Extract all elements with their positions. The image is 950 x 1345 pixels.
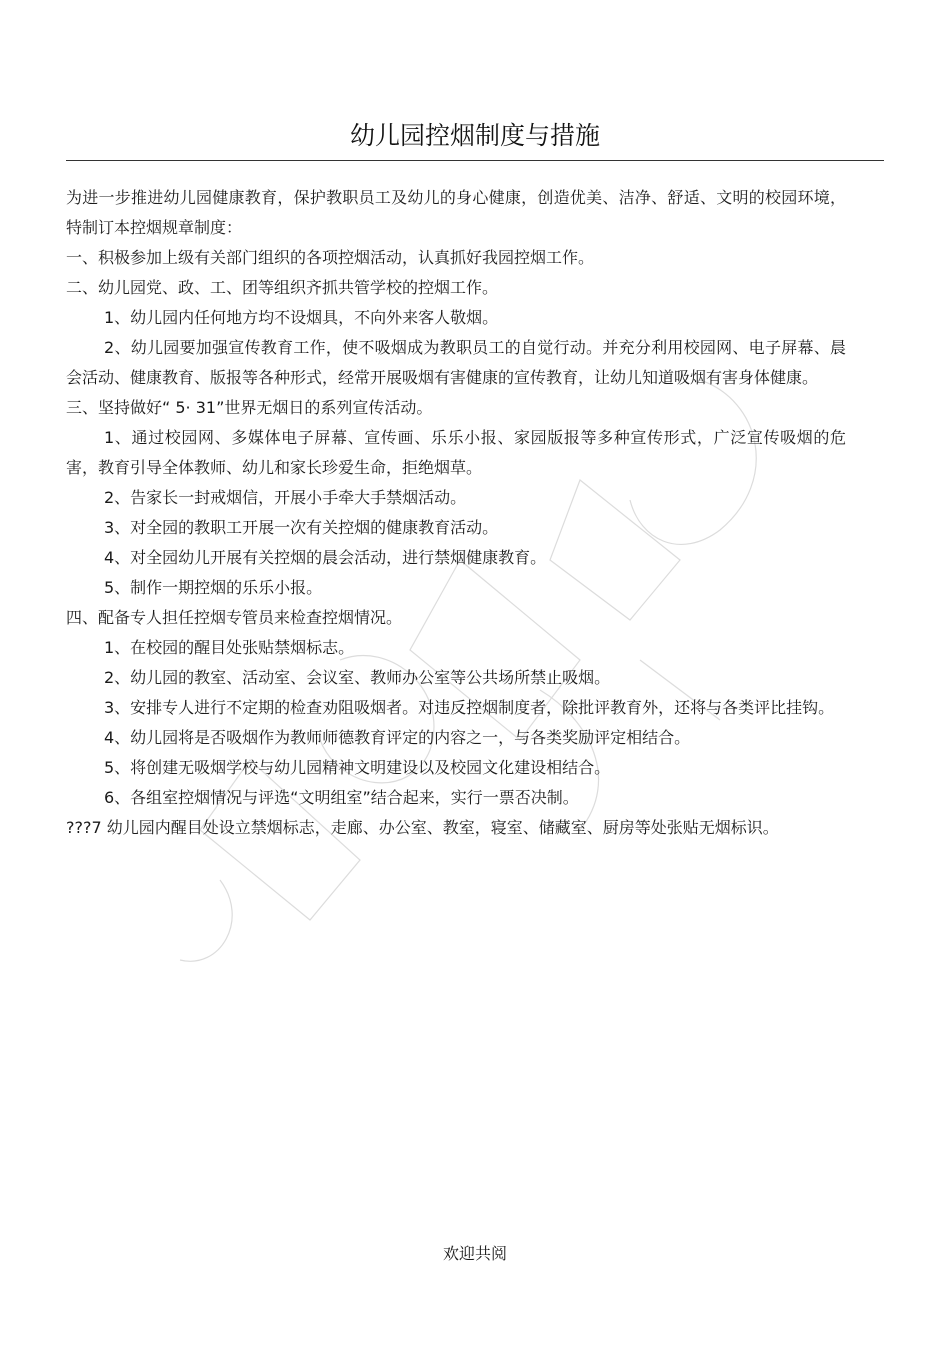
paragraph-intro: 为进一步推进幼儿园健康教育，保护教职员工及幼儿的身心健康，创造优美、洁净、舒适、文明的校园环境，特制订本控烟规章制度： xyxy=(66,188,846,237)
paragraph-item: 5、制作一期控烟的乐乐小报。 xyxy=(104,578,323,597)
title-divider xyxy=(66,160,884,161)
paragraph-item: 2、幼儿园的教室、活动室、会议室、教师办公室等公共场所禁止吸烟。 xyxy=(104,668,611,687)
paragraph-item: 6、各组室控烟情况与评选“文明组室”结合起来，实行一票否决制。 xyxy=(104,788,579,807)
paragraph-item: 1、在校园的醒目处张贴禁烟标志。 xyxy=(104,638,355,657)
paragraph-section-1: 一、积极参加上级有关部门组织的各项控烟活动，认真抓好我园控烟工作。 xyxy=(66,248,595,267)
paragraph-item: 5、将创建无吸烟学校与幼儿园精神文明建设以及校园文化建设相结合。 xyxy=(104,758,611,777)
paragraph-item: 4、幼儿园将是否吸烟作为教师师德教育评定的内容之一，与各类奖励评定相结合。 xyxy=(104,728,691,747)
paragraph-item: 3、安排专人进行不定期的检查劝阻吸烟者。对违反控烟制度者，除批评教育外，还将与各类评比挂钩。 xyxy=(104,698,835,717)
document-body xyxy=(66,183,846,843)
page-footer: 欢迎共阅 xyxy=(442,1244,507,1263)
paragraph-item: 2、告家长一封戒烟信，开展小手牵大手禁烟活动。 xyxy=(104,488,467,507)
paragraph-closing: ???7 幼儿园内醒目处设立禁烟标志，走廊、办公室、教室，寝室、储藏室、厨房等处张贴无烟标识。 xyxy=(66,818,779,837)
document-title: 幼儿园控烟制度与措施 xyxy=(349,121,600,150)
paragraph-item: 4、对全园幼儿开展有关控烟的晨会活动，进行禁烟健康教育。 xyxy=(104,548,547,567)
paragraph-item: 3、对全园的教职工开展一次有关控烟的健康教育活动。 xyxy=(104,518,499,537)
paragraph-item: 2、幼儿园要加强宣传教育工作，使不吸烟成为教职员工的自觉行动。并充分利用校园网、电子屏幕、晨会活动、健康教育、版报等各种形式，经常开展吸烟有害健康的宣传教育，让幼儿知道吸烟有害身体健康。 xyxy=(66,338,846,387)
paragraph-item: 1、幼儿园内任何地方均不设烟具，不向外来客人敬烟。 xyxy=(104,308,499,327)
paragraph-section-3: 三、坚持做好“ 5· 31”世界无烟日的系列宣传活动。 xyxy=(66,398,433,417)
paragraph-section-4: 四、配备专人担任控烟专管员来检查控烟情况。 xyxy=(66,608,403,627)
paragraph-item: 1、通过校园网、多媒体电子屏幕、宣传画、乐乐小报、家园版报等多种宣传形式，广泛宣传吸烟的危害，教育引导全体教师、幼儿和家长珍爱生命，拒绝烟草。 xyxy=(66,428,846,477)
paragraph-section-2: 二、幼儿园党、政、工、团等组织齐抓共管学校的控烟工作。 xyxy=(66,278,499,297)
